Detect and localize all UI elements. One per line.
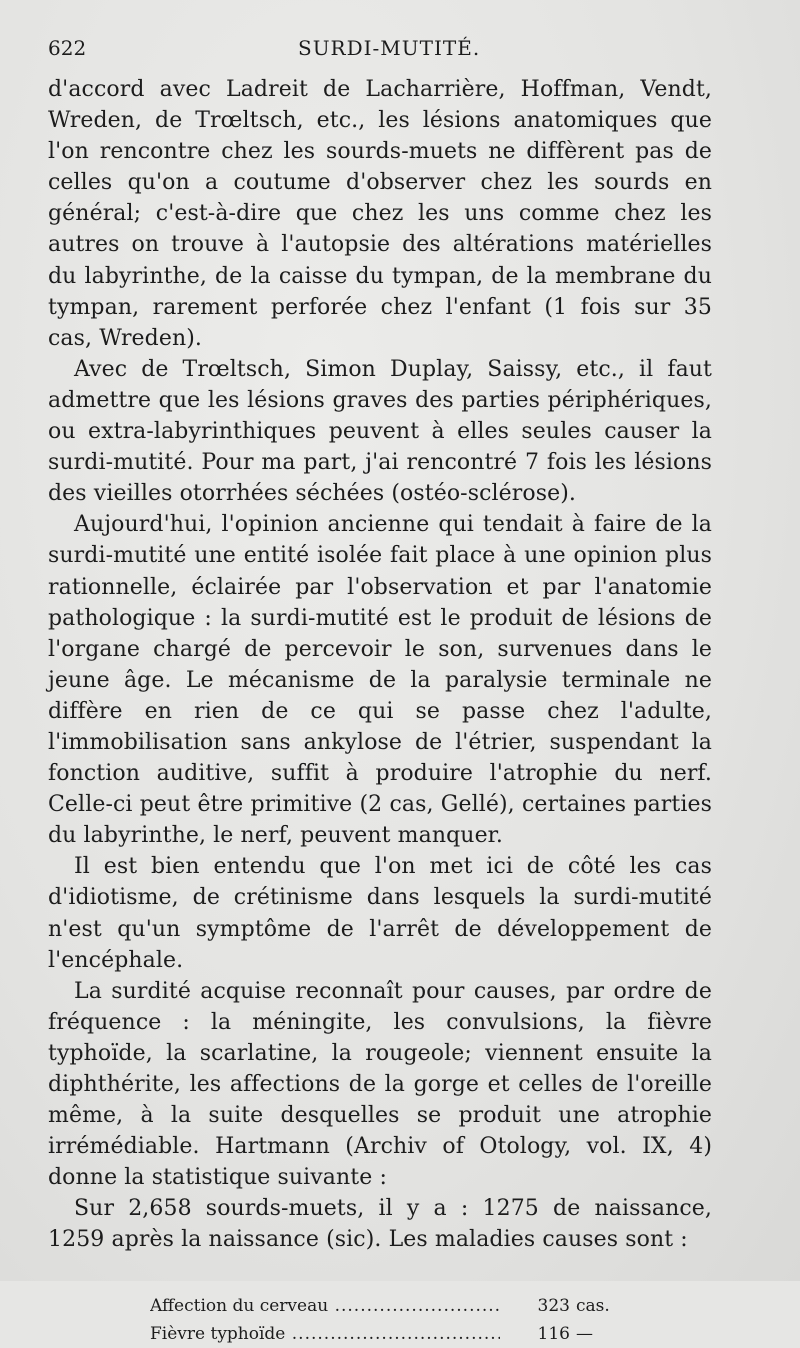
paragraph: La surdité acquise reconnaît pour causes, par ordre de fréquence : la méningite, les convulsions, la fièvre typhoïde, la scarlatine, la rougeole; viennent ensuite la diphthérite, les affections de la gorge et celles de l'oreille même, à la suite desquelles se produit une atrophie irrémédiable. Hartmann (Archiv of Otology, vol. IX, 4) donne la statistique suivante : — [48, 978, 712, 1191]
cause-count: 116 — [537, 1323, 570, 1344]
body-text — [48, 74, 712, 1256]
paragraph: Avec de Trœltsch, Simon Duplay, Saissy, etc., il faut admettre que les lésions graves des parties périphériques, ou extra-labyrinthiques peuvent à elles seules causer la surdi-mutité. Pour ma part, j'ai rencontré 7 fois les lésions des vieilles otorrhées séchées (ostéo-sclérose). — [48, 356, 712, 507]
cause-label: Fièvre typhoïde ..... — [150, 1320, 500, 1348]
cause-unit: — — [576, 1323, 593, 1344]
table-row — [150, 1320, 650, 1348]
page-number: 622 — [48, 36, 87, 60]
paragraph: Aujourd'hui, l'opinion ancienne qui tendait à faire de la surdi-mutité une entité isolée fait place à une opinion plus rationnelle, éclairée par l'observation et par l'anatomie pathologique : la surdi-mutité est le produit de lésions de l'organe chargé de percevoir le son, survenues dans le jeune âge. Le mécanisme de la paralysie terminale ne diffère en rien de ce qui se passe chez l'adulte, l'immobilisation sans ankylose de l'étrier, suspendant la fonction auditive, suffit à produire l'atrophie du nerf. Celle-ci peut être primitive (2 cas, Gellé), certaines parties du labyrinthe, le nerf, peuvent manquer. — [48, 512, 712, 849]
page-header — [48, 34, 712, 74]
cause-unit: cas. — [576, 1295, 610, 1316]
running-title: SURDI-MUTITÉ. — [298, 36, 481, 60]
paragraph: Il est bien entendu que l'on met ici de côté les cas d'idiotisme, de crétinisme dans lesquels la surdi-mutité n'est qu'un symptôme de l'arrêt de développement de l'encéphale. — [48, 854, 712, 973]
cause-count: 323 — [537, 1295, 570, 1316]
causes-table — [150, 1292, 650, 1348]
paragraph: Sur 2,658 sourds-muets, il y a : 1275 de naissance, 1259 après la naissance (sic). Les maladies causes sont : — [48, 1196, 712, 1253]
paragraph: d'accord avec Ladreit de Lacharrière, Hoffman, Vendt, Wreden, de Trœltsch, etc., les lésions anatomiques que l'on rencontre chez les sourds-muets ne diffèrent pas de celles qu'on a coutume d'observer chez les sourds en général; c'est-à-dire que chez les uns comme chez les autres on trouve à l'autopsie des altérations matérielles du labyrinthe, de la caisse du tympan, de la membrane du tympan, rarement perforée chez l'enfant (1 fois sur 35 cas, Wreden). — [48, 77, 712, 351]
table-row — [150, 1292, 650, 1320]
cause-label: Affection du cerveau ..... — [150, 1292, 500, 1320]
